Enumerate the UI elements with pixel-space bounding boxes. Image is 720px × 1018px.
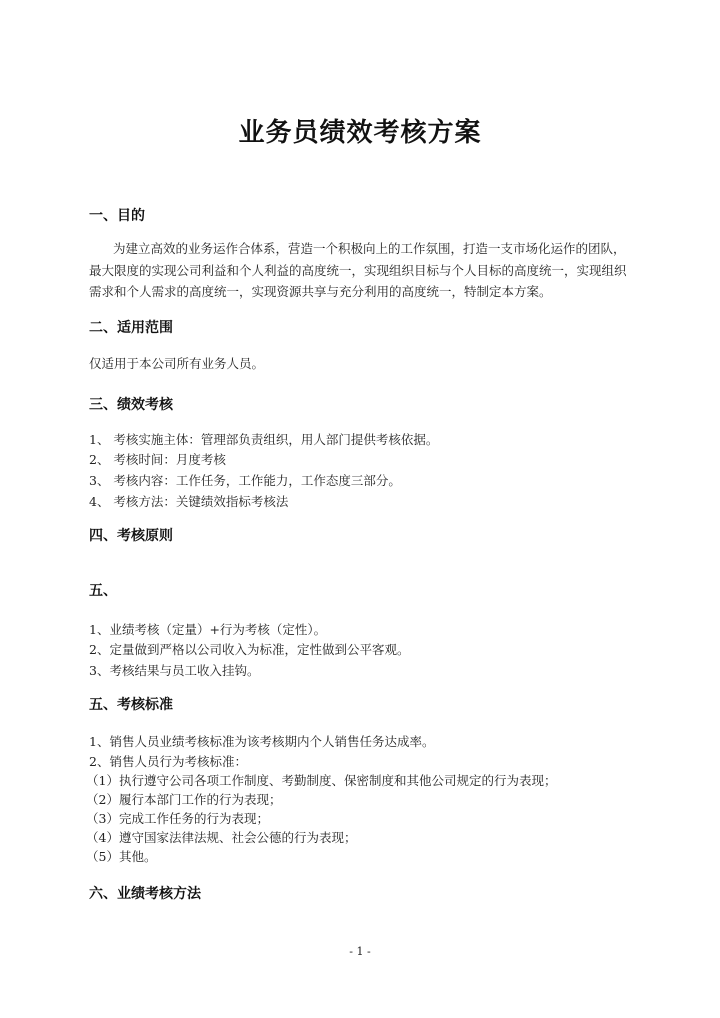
paragraph-line: 最大限度的实现公司利益和个人利益的高度统一，实现组织目标与个人目标的高度统一，实现组织 [89, 263, 627, 278]
page-number: - 1 - [349, 945, 371, 958]
list-item: 3、考核结果与员工收入挂钩。 [89, 663, 260, 678]
list-item: 2、销售人员行为考核标准： [89, 754, 247, 769]
list-item: 1、业绩考核（定量）+行为考核（定性）。 [89, 622, 327, 637]
list-item: （1）执行遵守公司各项工作制度、考勤制度、保密制度和其他公司规定的行为表现； [86, 773, 557, 788]
list-item: 2、定量做到严格以公司收入为标准，定性做到公平客观。 [89, 642, 410, 657]
section-heading-principles: 四、考核原则 [89, 528, 173, 544]
section-heading-purpose: 一、目的 [89, 208, 145, 224]
list-item: （4）遵守国家法律法规、社会公德的行为表现； [86, 830, 357, 845]
section-heading-assessment: 三、绩效考核 [89, 397, 173, 413]
list-item: 2、 考核时间：月度考核 [89, 452, 226, 467]
list-item: 1、 考核实施主体：管理部负责组织，用人部门提供考核依据。 [89, 432, 439, 447]
paragraph-line: 为建立高效的业务运作合体系，营造一个积极向上的工作氛围，打造一支市场化运作的团队， [113, 241, 626, 256]
paragraph-line: 需求和个人需求的高度统一，实现资源共享与充分利用的高度统一，特制定本方案。 [89, 284, 552, 299]
list-item: （5）其他。 [86, 849, 157, 864]
section-heading-scope: 二、适用范围 [89, 320, 173, 336]
list-item: （2）履行本部门工作的行为表现； [86, 792, 282, 807]
paragraph-line: 仅适用于本公司所有业务人员。 [89, 356, 265, 371]
list-item: （3）完成工作任务的行为表现； [86, 811, 269, 826]
list-item: 3、 考核内容：工作任务，工作能力，工作态度三部分。 [89, 473, 401, 488]
list-item: 4、 考核方法：关键绩效指标考核法 [89, 494, 289, 509]
section-heading-standards: 五、考核标准 [89, 697, 173, 713]
list-item: 1、销售人员业绩考核标准为该考核期内个人销售任务达成率。 [89, 734, 435, 749]
section-heading-five: 五、 [89, 583, 117, 599]
document-title: 业务员绩效考核方案 [238, 118, 482, 148]
section-heading-method: 六、业绩考核方法 [89, 886, 201, 902]
